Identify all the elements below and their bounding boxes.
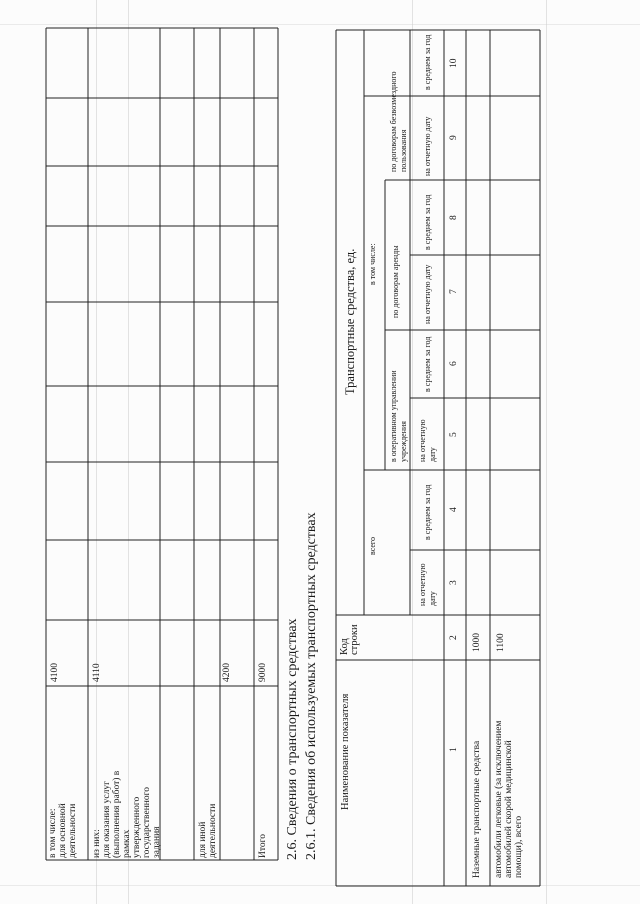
col-number: 5 [449, 432, 459, 437]
col-number: 4 [449, 507, 459, 512]
col-number: 10 [449, 58, 459, 68]
col-header-operative-avg: в среднем за год [423, 336, 432, 392]
row-label-total: Итого [258, 833, 268, 858]
col-number: 6 [449, 361, 459, 366]
col-header-total-at-date: на отчетную дату [418, 563, 437, 606]
section-subheading: 2.6.1. Сведения об используемых транспортных средствах [304, 512, 319, 860]
col-header-total-avg: в среднем за год [423, 484, 432, 540]
col-header-lease-avg: в среднем за год [423, 194, 432, 250]
row-code-4100: 4100 [50, 663, 60, 682]
col-header-operative-at-date: на отчетную дату [418, 419, 437, 462]
col-number: 9 [449, 135, 459, 140]
col-number: 1 [449, 747, 459, 752]
row-label-state-task: из них: для оказания услуг (выполнения работ) в рамках утвержденного государственного задания [92, 770, 162, 858]
col-header-code: Код строки [339, 624, 360, 655]
col-header-lease: по договорам аренды [391, 245, 400, 318]
row-code-4110: 4110 [92, 663, 102, 682]
row-code-1000: 1000 [472, 633, 482, 652]
col-number: 3 [449, 580, 459, 585]
row-code-9000: 9000 [258, 663, 268, 682]
group-header-transport: Транспортные средства, ед. [343, 248, 357, 395]
col-header-name: Наименование показателя [340, 693, 351, 810]
row-code-4200: 4200 [222, 663, 232, 682]
col-header-in-that: в том числе: [368, 243, 377, 285]
section-heading: 2.6. Сведения о транспортных средствах [285, 618, 300, 860]
col-header-free-at-date: на отчетную дату [423, 116, 432, 176]
col-number: 2 [449, 635, 459, 640]
col-number: 7 [449, 289, 459, 294]
row-code-1100: 1100 [496, 633, 506, 652]
row-label-other-activity: для иной деятельности [198, 803, 218, 858]
col-header-free-use: по договорам безвозмездного пользования [389, 71, 408, 172]
col-number: 8 [449, 215, 459, 220]
col-header-total: всего [368, 536, 377, 555]
row-label-passenger-cars: автомобили легковые (за исключением автомобилей скорой медицинской помощи), всего [494, 720, 524, 878]
col-header-free-avg: в среднем за год [423, 34, 432, 90]
col-header-lease-at-date: на отчетную дату [423, 264, 432, 324]
row-label-ground-transport: Наземные транспортные средства [472, 740, 482, 878]
row-label-main-activity: в том числе: для основной деятельности [48, 803, 78, 858]
col-header-operative: в оперативном управлении учреждения [389, 370, 408, 462]
